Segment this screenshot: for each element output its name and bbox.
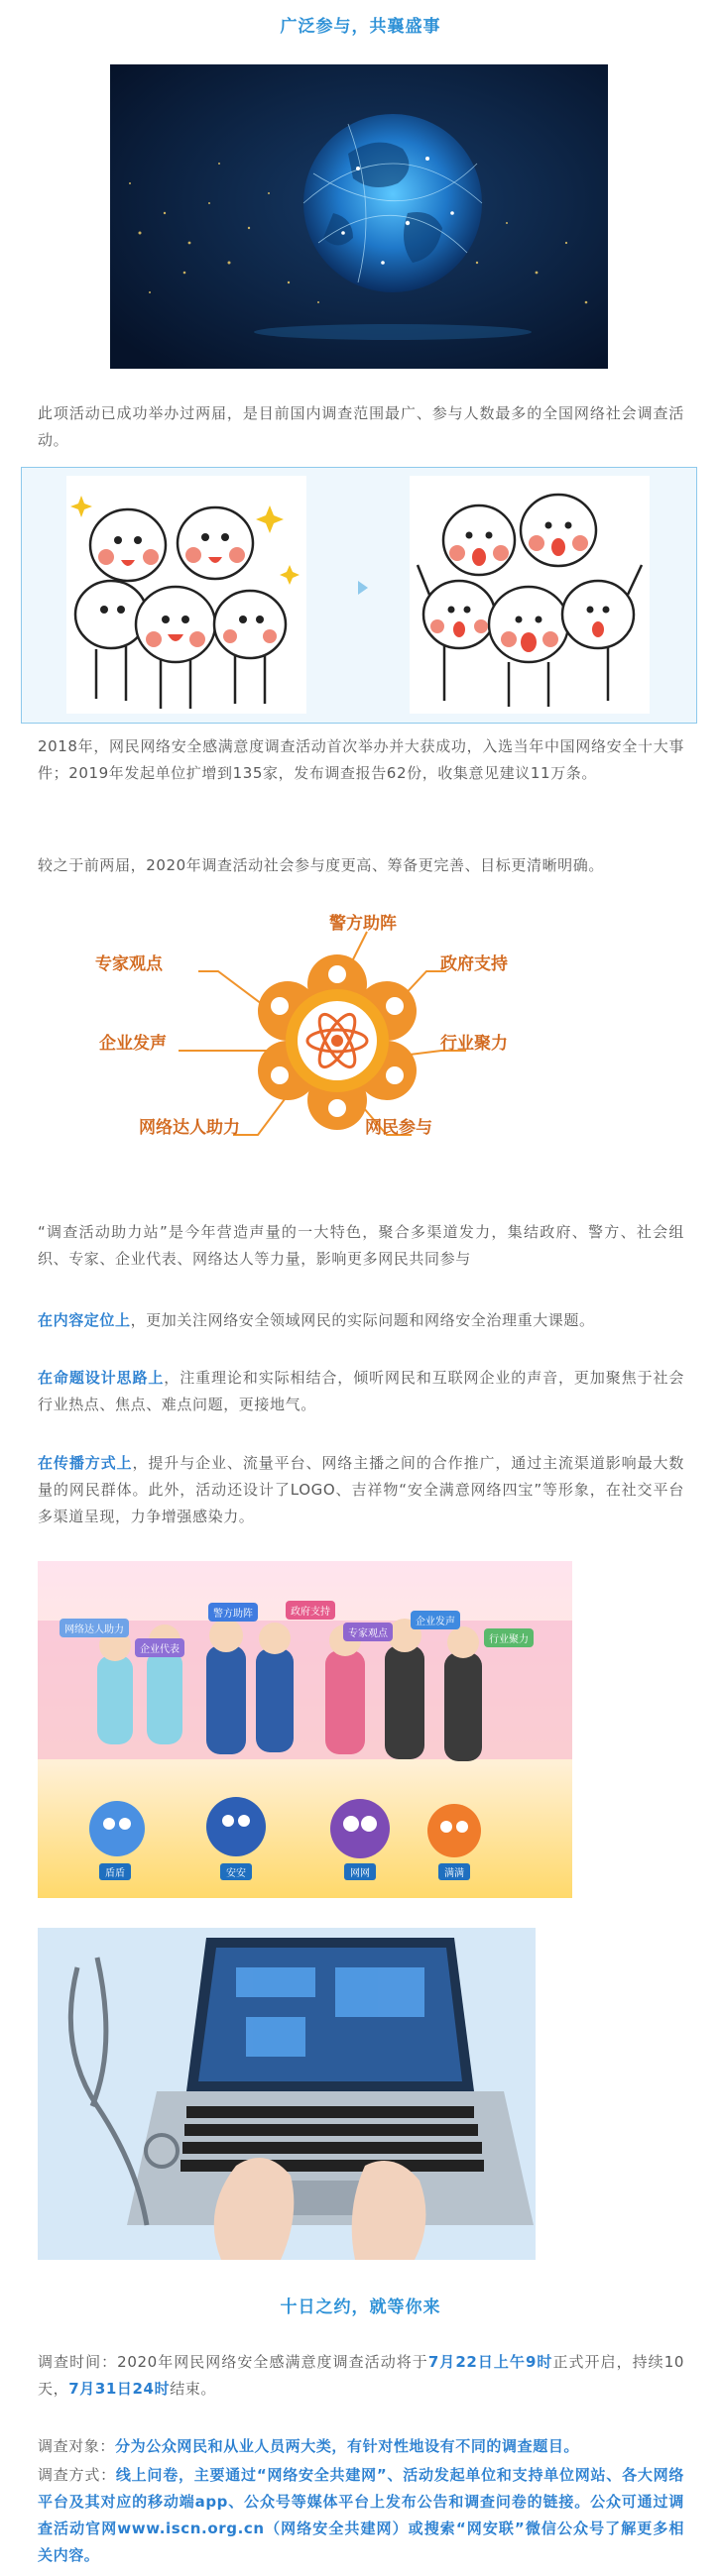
- poster-sign-police: 警方助阵: [208, 1603, 258, 1622]
- poster-sign-experts: 专家观点: [343, 1623, 393, 1641]
- mascot-label-1: 盾盾: [99, 1863, 131, 1880]
- content-positioning-label: 在内容定位上: [38, 1311, 131, 1329]
- survey-start-time: 7月22日上午9时: [427, 2353, 553, 2371]
- history-paragraph: 2018年，网民网络安全感满意度调查活动首次举办并大获成功，入选当年中国网络安全十大事件；2019年发起单位扩增到135家，发布调查报告62份，收集意见建议11万条。: [38, 737, 684, 782]
- poster-sign-influencer: 网络达人助力: [60, 1619, 129, 1637]
- mascot-team-poster: [38, 1561, 572, 1898]
- survey-target-label: 调查对象：: [38, 2437, 116, 2455]
- mascot-label-4: 满满: [438, 1863, 470, 1880]
- communication-label: 在传播方式上: [38, 1454, 133, 1472]
- survey-method-paragraph: [38, 2462, 684, 2569]
- cheering-mascots-image: [66, 476, 306, 714]
- question-design-text: ，注重理论和实际相结合，倾听网民和互联网企业的声音，更加聚焦于社会行业热点、焦点、难点问题，更接地气。: [38, 1369, 684, 1413]
- mascot-comic-panel: [21, 467, 697, 724]
- helper-station-paragraph: “调查活动助力站”是今年营造声量的一大特色，聚合多渠道发力，集结政府、警方、社会组织、专家、企业代表、网络达人等力量，影响更多网民共同参与: [38, 1223, 684, 1268]
- support-flower-diagram: [69, 897, 575, 1194]
- content-positioning-paragraph: [38, 1307, 684, 1334]
- poster-sign-government: 政府支持: [286, 1601, 335, 1620]
- survey-duration-text: 正式开启，持续10天，: [38, 2353, 684, 2398]
- mascot-label-3: 网网: [344, 1863, 376, 1880]
- survey-target-paragraph: [38, 2433, 684, 2460]
- content-positioning-text: ，更加关注网络安全领域网民的实际问题和网络安全治理重大课题。: [130, 1311, 595, 1329]
- node-industry: 行业聚力: [440, 1034, 508, 1054]
- survey-time-label: 调查时间：2020年网民网络安全感满意度调查活动将于: [38, 2353, 428, 2371]
- communication-paragraph: [38, 1450, 684, 1530]
- node-enterprise: 企业发声: [99, 1034, 167, 1054]
- surprised-mascots-image: [410, 476, 650, 714]
- survey-time-paragraph: [38, 2349, 684, 2403]
- node-experts: 专家观点: [95, 954, 163, 974]
- node-police: 警方助阵: [329, 914, 397, 934]
- intro-paragraph: 此项活动已成功举办过两届，是目前国内调查范围最广、参与人数最多的全国网络社会调查活动。: [38, 404, 684, 449]
- globe-network-image: [110, 64, 608, 369]
- improvement-paragraph: 较之于前两届，2020年调查活动社会参与度更高、筹备更完善、目标更清晰明确。: [38, 856, 604, 874]
- node-government: 政府支持: [440, 954, 508, 974]
- mascot-label-2: 安安: [220, 1863, 252, 1880]
- node-netizens: 网民参与: [365, 1118, 432, 1138]
- section-title-participation: 广泛参与，共襄盛事: [280, 17, 441, 37]
- node-influencers: 网络达人助力: [139, 1118, 240, 1138]
- communication-text: ，提升与企业、流量平台、网络主播之间的合作推广，通过主流渠道影响最大数量的网民群体。此外，活动还设计了LOGO、吉祥物“安全满意网络四宝”等形象，在社交平台多渠道呈现，力争增强感染力。: [38, 1454, 684, 1525]
- poster-sign-enterprise-rep: 企业代表: [135, 1638, 184, 1657]
- survey-end-text: 结束。: [170, 2380, 217, 2398]
- question-design-label: 在命题设计思路上: [38, 1369, 165, 1387]
- question-design-paragraph: [38, 1365, 684, 1418]
- comic-pointer: [358, 581, 368, 595]
- laptop-stethoscope-image: [38, 1928, 536, 2260]
- section-title-ten-days: 十日之约，就等你来: [280, 2297, 441, 2317]
- survey-end-time: 7月31日24时: [68, 2380, 171, 2398]
- poster-sign-industry: 行业聚力: [484, 1628, 534, 1647]
- survey-method-text: 线上问卷，主要通过“网络安全共建网”、活动发起单位和支持单位网站、各大网络平台及其对应的移动端app、公众号等媒体平台上发布公告和调查问卷的链接。公众可通过调查活动官网www.iscn.org.cn（网络安全共建网）或搜索“网安联”微信公众号了解更多相关内容。: [38, 2466, 684, 2564]
- survey-method-label: 调查方式：: [38, 2466, 116, 2484]
- poster-sign-enterprise-voice: 企业发声: [411, 1611, 460, 1629]
- survey-target-text: 分为公众网民和从业人员两大类，有针对性地设有不同的调查题目。: [115, 2437, 580, 2455]
